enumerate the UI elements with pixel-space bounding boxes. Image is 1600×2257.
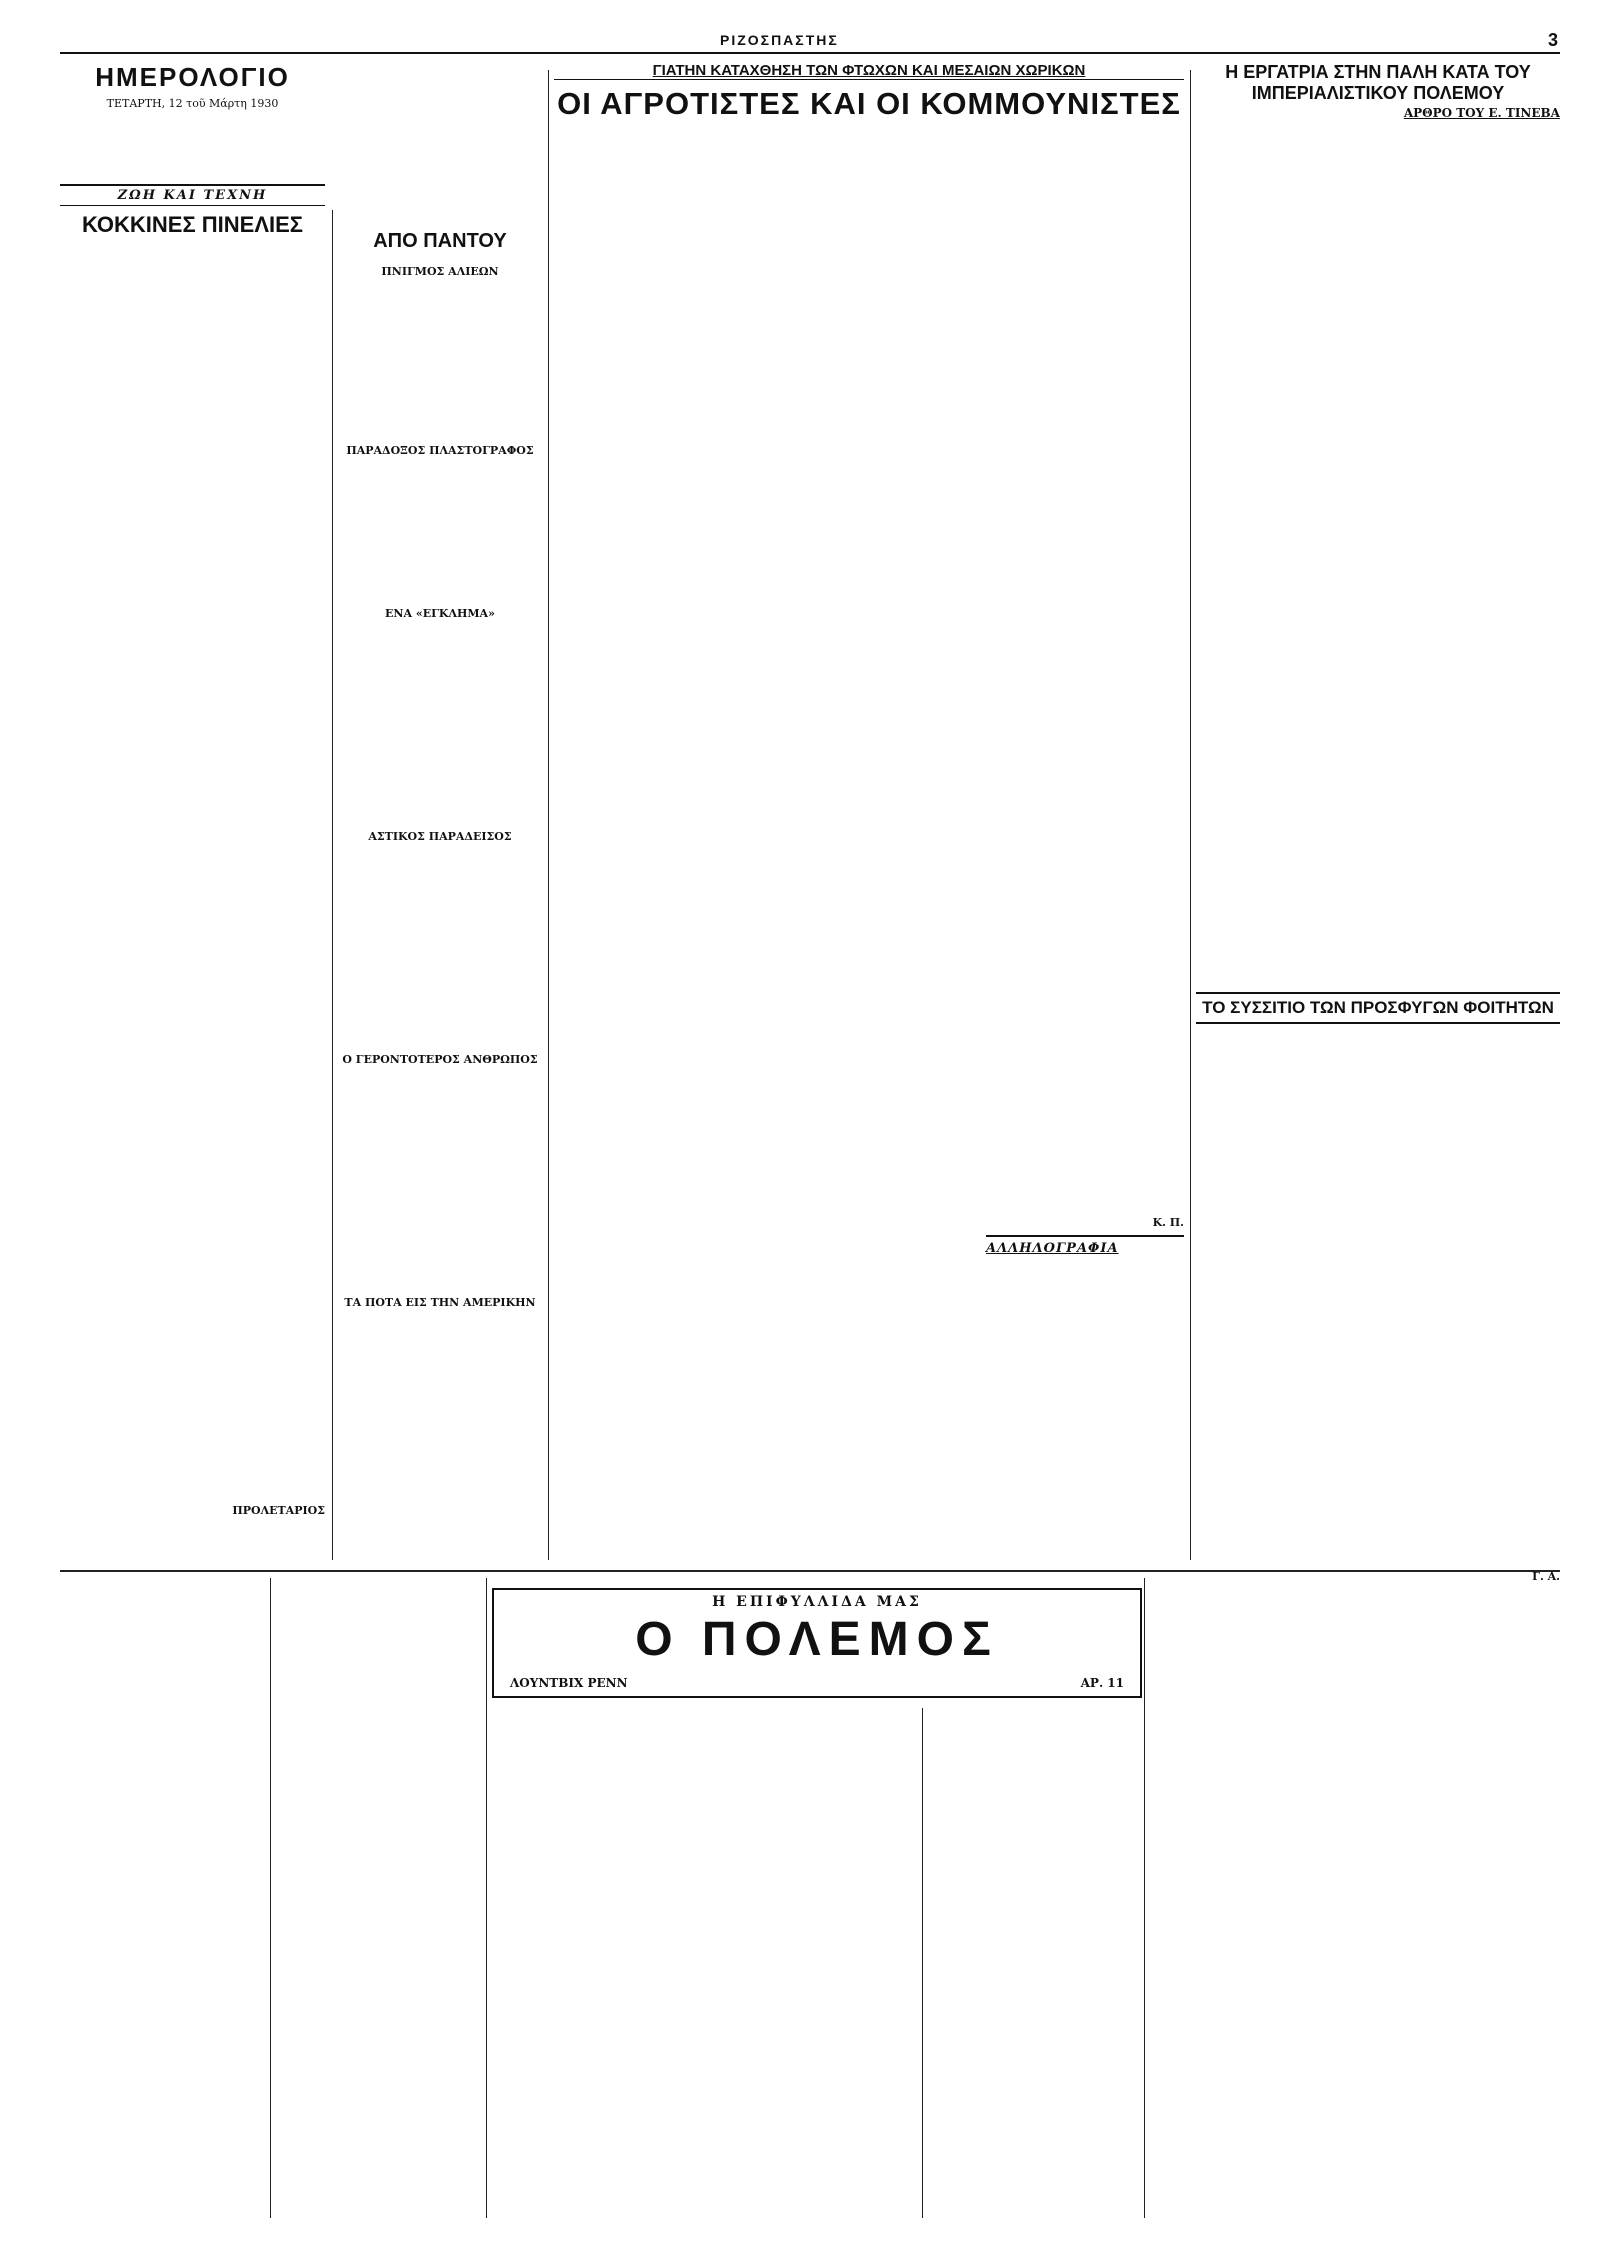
serial-column xyxy=(710,1710,915,2210)
serial-kicker: Η ΕΠΙΦΥΛΛΙΔΑ ΜΑΣ xyxy=(712,1594,922,1610)
section-header: ΖΩΗ ΚΑΙ ΤΕΧΝΗ xyxy=(60,184,325,206)
center-article xyxy=(554,62,1184,1592)
article-body xyxy=(60,244,325,1504)
column-rule xyxy=(1190,70,1191,1560)
subheading: ΑΣΤΙΚΟΣ ΠΑΡΑΔΕΙΣΟΣ xyxy=(368,830,512,843)
letters-body xyxy=(986,1260,1184,1500)
article-byline: ΑΡΘΡΟ ΤΟΥ Ε. ΤΙΝΕΒΑ xyxy=(1403,106,1560,120)
right-articles xyxy=(1196,62,1560,1592)
serial-column xyxy=(492,1710,697,2210)
serial-column xyxy=(275,1578,480,2218)
calendar-title: ΗΜΕΡΟΛΟΓΙΟ xyxy=(95,62,290,92)
column-2 xyxy=(340,230,540,1590)
subheading: Ο ΓΕΡΟΝΤΟΤΕΡΟΣ ΑΝΘΡΩΠΟΣ xyxy=(342,1053,538,1066)
subheading: ΠΝΙΓΜΟΣ ΑΛΙΕΩΝ xyxy=(381,265,499,278)
article-body xyxy=(1196,126,1560,986)
subheading: ΕΝΑ «ΕΓΚΛΗΜΑ» xyxy=(385,607,495,620)
serial-number: ΑΡ. 11 xyxy=(1080,1676,1124,1690)
serial-column xyxy=(928,1578,1133,2218)
article-headline: ΟΙ ΑΓΡΟΤΙΣΤΕΣ ΚΑΙ ΟΙ ΚΟΜΜΟΥΝΙΣΤΕΣ xyxy=(557,86,1181,121)
article-body xyxy=(340,284,540,444)
calendar-entries xyxy=(60,114,325,178)
article-headline: ΑΠΟ ΠΑΝΤΟΥ xyxy=(373,230,507,252)
serial-section xyxy=(60,1578,1560,2218)
article-body xyxy=(1196,1030,1560,1570)
article-signature: Γ. Α. xyxy=(1532,1570,1560,1583)
section-rule xyxy=(60,1570,1560,1572)
page-number: 3 xyxy=(1547,30,1560,50)
masthead xyxy=(60,30,1560,54)
serial-title: Ο ΠΟΛΕΜΟΣ xyxy=(635,1613,999,1666)
article-headline: Η ΕΡΓΑΤΡΙΑ ΣΤΗΝ ΠΑΛΗ ΚΑΤΑ ΤΟΥ ΙΜΠΕΡΙΑΛΙΣΤΙΚΟΥ ΠΟΛΕΜΟΥ xyxy=(1225,62,1531,103)
article-signature: ΠΡΟΛΕΤΑΡΙΟΣ xyxy=(232,1504,325,1517)
newspaper-page xyxy=(60,30,1560,2230)
column-rule xyxy=(332,210,333,1560)
article-headline: ΚΟΚΚΙΝΕΣ ΠΙΝΕΛΙΕΣ xyxy=(82,212,303,237)
subheading: ΠΑΡΑΔΟΞΟΣ ΠΛΑΣΤΟΓΡΑΦΟΣ xyxy=(346,444,534,457)
article-signature: Κ. Π. xyxy=(1152,1216,1184,1229)
section-header: ΑΛΛΗΛΟΓΡΑΦΙΑ xyxy=(986,1241,1119,1256)
calendar-date: ΤΕΤΑΡΤΗ, 12 τοῦ Μάρτη 1930 xyxy=(106,97,279,110)
subheading: ΤΑ ΠΟΤΑ ΕΙΣ ΤΗΝ ΑΜΕΡΙΚΗΝ xyxy=(344,1296,536,1309)
article-body xyxy=(554,132,1184,1212)
serial-author: ΛΟΥΝΤΒΙΧ ΡΕΝΝ xyxy=(510,1676,628,1690)
column-rule xyxy=(548,70,549,1560)
serial-column xyxy=(1150,1578,1355,2218)
article-headline: ΤΟ ΣΥΣΣΙΤΙΟ ΤΩΝ ΠΡΟΣΦΥΓΩΝ ΦΟΙΤΗΤΩΝ xyxy=(1196,992,1560,1024)
column-1 xyxy=(60,62,325,1592)
article-kicker: ΓΙΑΤΗΝ ΚΑΤΑΧΘΗΣΗ ΤΩΝ ΦΤΩΧΩΝ ΚΑΙ ΜΕΣΑΙΩΝ ΧΩΡΙΚΩΝ xyxy=(554,62,1184,80)
serial-column xyxy=(60,1578,265,2218)
paper-name: ΡΙΖΟΣΠΑΣΤΗΣ xyxy=(720,32,839,48)
